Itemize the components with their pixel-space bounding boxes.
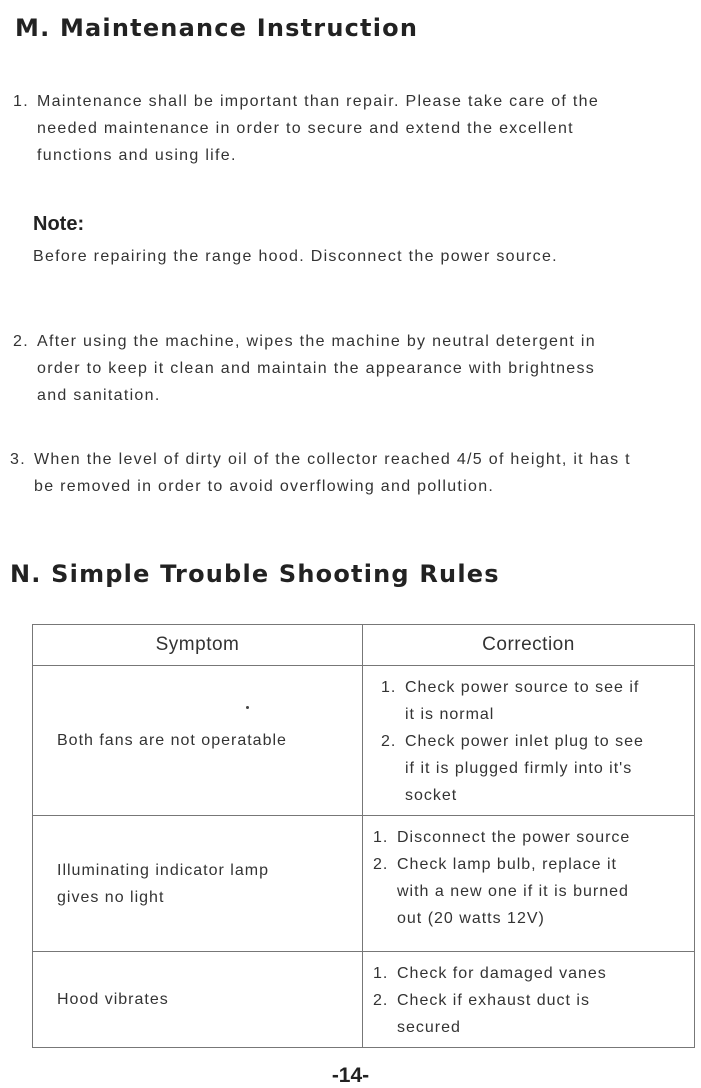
note-text: Before repairing the range hood. Disconnect the power source. bbox=[33, 248, 558, 265]
table-row bbox=[33, 666, 695, 816]
correction-header: Correction bbox=[363, 625, 695, 666]
page-number: -14- bbox=[331, 1064, 370, 1087]
item-line: be removed in order to avoid overflowing and pollution. bbox=[34, 478, 495, 495]
maintenance-item-1 bbox=[13, 88, 599, 169]
correction-cell bbox=[363, 952, 695, 1048]
item-line: After using the machine, wipes the machine by neutral detergent in bbox=[37, 333, 596, 350]
correction-line: Check power source to see if bbox=[405, 679, 640, 696]
item-line: and sanitation. bbox=[37, 387, 161, 404]
correction-item bbox=[381, 674, 694, 728]
item-line: functions and using life. bbox=[37, 147, 237, 164]
table-header-row bbox=[33, 625, 695, 666]
correction-line: with a new one if it is burned bbox=[397, 883, 629, 900]
section-n-title: N. Simple Trouble Shooting Rules bbox=[10, 560, 500, 588]
maintenance-item-3 bbox=[10, 446, 631, 500]
symptom-text: gives no light bbox=[57, 888, 165, 906]
symptom-text: Both fans are not operatable bbox=[57, 732, 287, 749]
correction-line: Check for damaged vanes bbox=[397, 965, 607, 982]
symptom-cell bbox=[33, 952, 363, 1048]
item-number: 3. bbox=[10, 451, 26, 468]
correction-number: 2. bbox=[373, 992, 389, 1009]
correction-line: out (20 watts 12V) bbox=[397, 910, 545, 927]
symptom-cell bbox=[33, 816, 363, 952]
table-row bbox=[33, 816, 695, 952]
symptom-header: Symptom bbox=[33, 625, 363, 666]
correction-line: socket bbox=[405, 787, 458, 804]
correction-line: Check if exhaust duct is bbox=[397, 992, 590, 1009]
correction-line: Check lamp bulb, replace it bbox=[397, 856, 617, 873]
correction-number: 1. bbox=[373, 829, 389, 846]
correction-number: 2. bbox=[373, 856, 389, 873]
item-number: 1. bbox=[13, 93, 29, 110]
correction-item bbox=[381, 728, 694, 809]
correction-item bbox=[373, 851, 694, 932]
correction-number: 1. bbox=[381, 679, 397, 696]
symptom-text: Illuminating indicator lamp bbox=[57, 861, 269, 879]
correction-line: if it is plugged firmly into it's bbox=[405, 760, 633, 777]
section-m-title: M. Maintenance Instruction bbox=[15, 14, 419, 42]
correction-number: 1. bbox=[373, 965, 389, 982]
correction-line: Disconnect the power source bbox=[397, 829, 631, 846]
item-line: Maintenance shall be important than repair. Please take care of the bbox=[37, 93, 600, 110]
correction-line: it is normal bbox=[405, 706, 495, 723]
maintenance-item-2 bbox=[13, 328, 596, 409]
correction-number: 2. bbox=[381, 733, 397, 750]
item-line: needed maintenance in order to secure and extend the excellent bbox=[37, 120, 574, 137]
item-line: When the level of dirty oil of the collector reached 4/5 of height, it has t bbox=[34, 451, 631, 468]
scan-speck bbox=[246, 706, 249, 709]
table-row bbox=[33, 952, 695, 1048]
item-number: 2. bbox=[13, 333, 29, 350]
correction-line: Check power inlet plug to see bbox=[405, 733, 644, 750]
note-heading: Note: bbox=[33, 213, 85, 235]
symptom-cell bbox=[33, 666, 363, 816]
correction-line: secured bbox=[397, 1019, 461, 1036]
item-line: order to keep it clean and maintain the appearance with brightness bbox=[37, 360, 596, 377]
correction-item bbox=[373, 960, 694, 987]
correction-item bbox=[373, 987, 694, 1041]
correction-item bbox=[373, 824, 694, 851]
troubleshooting-table bbox=[32, 624, 695, 1048]
symptom-text: Hood vibrates bbox=[57, 991, 169, 1008]
correction-cell bbox=[363, 666, 695, 816]
correction-cell bbox=[363, 816, 695, 952]
